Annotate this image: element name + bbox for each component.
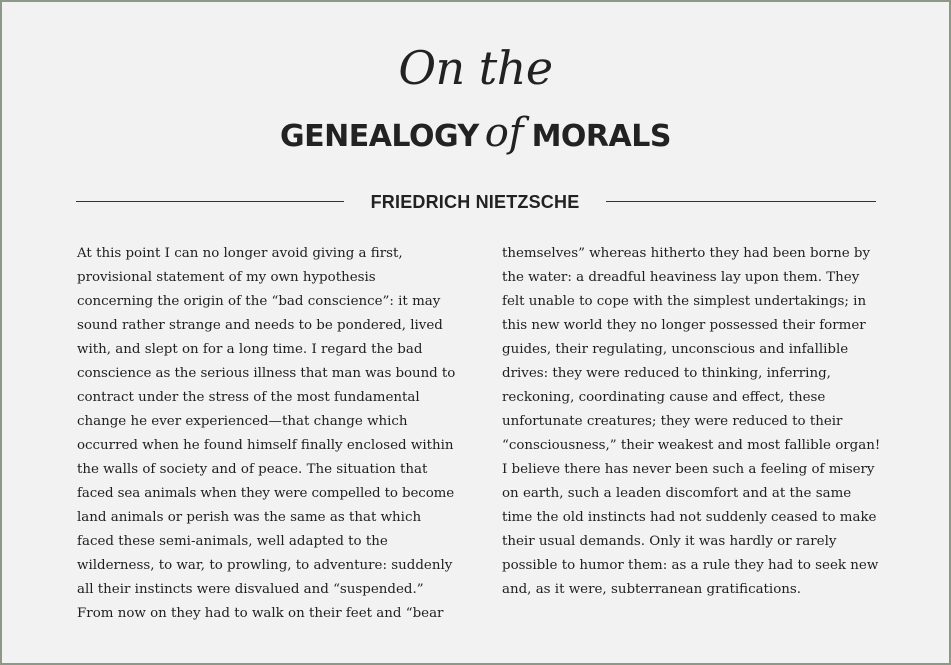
text-line: provisional statement of my own hypothesis [77,270,376,285]
text-line: possible to humor them: as a rule they had to seek new [502,558,879,573]
text-line: time the old instincts had not suddenly ceased to make [502,510,877,525]
text-line: conscience as the serious illness that man was bound to [77,366,456,381]
title-of: of [484,110,524,156]
body-column-right [502,242,882,602]
text-line: unfortunate creatures; they were reduced to their [502,414,843,429]
text-line: contract under the stress of the most fundamental [77,390,420,405]
text-line: this new world they no longer possessed their former [502,318,866,333]
text-line: land animals or perish was the same as that which [77,510,422,525]
text-line: drives: they were reduced to thinking, inferring, [502,366,831,381]
text-line: all their instincts were disvalued and “suspended.” [77,582,424,597]
text-line: felt unable to cope with the simplest undertakings; in [502,294,867,309]
text-line: wilderness, to war, to prowling, to adventure: suddenly [77,558,453,573]
text-line: At this point I can no longer avoid giving a first, [77,246,403,261]
text-line: the water: a dreadful heaviness lay upon them. They [502,270,860,285]
byline [76,188,876,216]
divider-left [76,201,344,202]
text-line: change he ever experienced—that change which [77,414,408,429]
author-name: FRIEDRICH NIETZSCHE [370,192,580,212]
text-line: occurred when he found himself finally enclosed within [77,438,454,453]
title-main [2,96,949,174]
text-line: guides, their regulating, unconscious and infallible [502,342,849,357]
text-line: on earth, such a leaden discomfort and at the same [502,486,852,501]
text-line: faced these semi-animals, well adapted to the [77,534,388,549]
text-line: faced sea animals when they were compelled to become [77,486,455,501]
text-line: From now on they had to walk on their feet and “bear [77,606,444,621]
text-line: “consciousness,” their weakest and most fallible organ! [502,438,881,453]
text-line: with, and slept on for a long time. I regard the bad [77,342,423,357]
text-line: the walls of society and of peace. The situation that [77,462,428,477]
text-line: concerning the origin of the “bad conscience”: it may [77,294,441,309]
text-line: I believe there has never been such a feeling of misery [502,462,875,477]
title-on-the: On the [398,41,553,95]
text-line: reckoning, coordinating cause and effect, these [502,390,826,405]
text-line: sound rather strange and needs to be pondered, lived [77,318,443,333]
divider-right [606,201,876,202]
text-line: and, as it were, subterranean gratifications. [502,582,802,597]
text-line: their usual demands. Only it was hardly or rarely [502,534,837,549]
text-line: themselves” whereas hitherto they had been borne by [502,246,871,261]
title-genealogy: GENEALOGY [280,119,479,154]
title-morals: MORALS [531,119,671,154]
body-column-left [77,242,455,626]
